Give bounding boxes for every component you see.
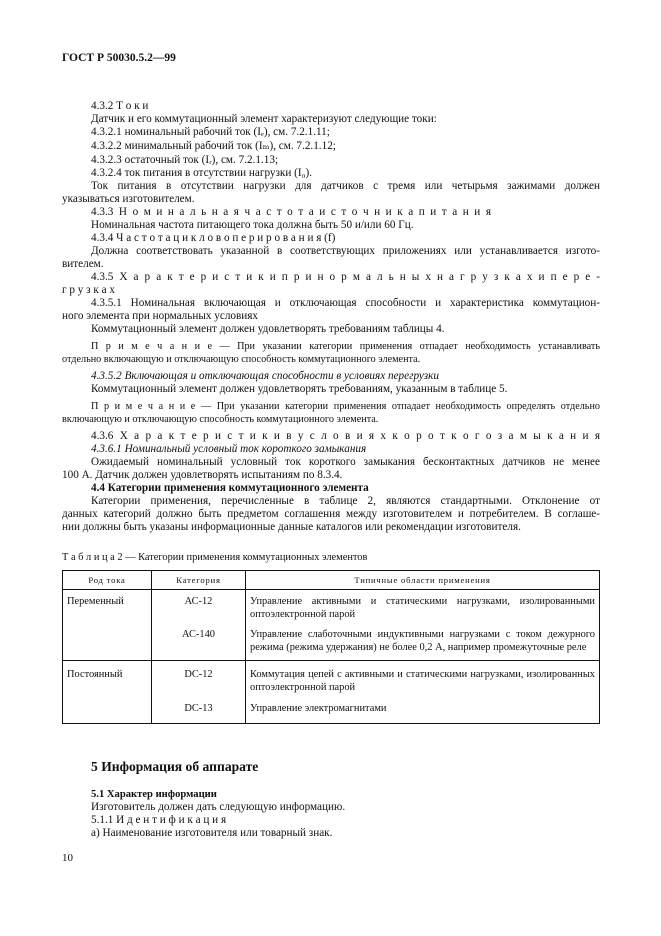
text-line: а) Наименование изготовителя или товарный знак. bbox=[91, 827, 333, 839]
text-line: нии должны быть указаны информационные данные каталогов или рекомендации изготовителя. bbox=[62, 521, 521, 533]
cell-area: Управление электромагнитами bbox=[246, 695, 600, 724]
text-line: Категории применения, перечисленные в таблице 2, являются стандартными. Отклонение от bbox=[91, 495, 600, 507]
text-line: Датчик и его коммутационный элемент характеризуют следующие токи: bbox=[91, 113, 437, 125]
text-line: 4.3.2.3 остаточный ток (Iᵣ), см. 7.2.1.13; bbox=[91, 154, 279, 166]
text-line: 4.3.5.1 Номинальная включающая и отключающая способности и характеристика коммутацион- bbox=[91, 297, 600, 309]
heading-4-3-4: 4.3.4 Ч а с т о т а ц и к л о в о п е р и р о в а н и я (f) bbox=[91, 232, 336, 244]
text-line: 4.3.2.2 минимальный рабочий ток (Iₘ), см. 7.2.1.12; bbox=[91, 140, 336, 152]
heading-4-3-2: 4.3.2 Т о к и bbox=[91, 100, 149, 112]
cell-kind: Постоянный bbox=[63, 661, 152, 695]
text-line: Должна соответствовать указанной в соответствующих приложениях или устанавливается изгото- bbox=[91, 245, 600, 257]
cell-kind bbox=[63, 621, 152, 661]
cell-kind: Переменный bbox=[63, 590, 152, 622]
text-line: ного элемента при нормальных условиях bbox=[62, 310, 259, 322]
cell-category: DC-13 bbox=[152, 695, 246, 724]
heading-4-3-5: 4.3.5 Х а р а к т е р и с т и к и п р и н о р м а л ь н ы х н а г р у з к а х и п е р е - bbox=[91, 271, 600, 283]
text-line: указываться изготовителем. bbox=[62, 193, 195, 205]
text-line: Коммутационный элемент должен удовлетворять требованиям таблицы 4. bbox=[91, 323, 445, 335]
note-line: П р и м е ч а н и е — При указании категории применения отпадает необходимость определять отдельно bbox=[91, 401, 600, 412]
table-caption: Т а б л и ц а 2 — Категории применения коммутационных элементов bbox=[62, 552, 368, 563]
text-line: Ток питания в отсутствии нагрузки для датчиков с тремя или четырьмя зажимами должен bbox=[91, 180, 600, 192]
text-line: 100 А. Датчик должен удовлетворять испытаниям по 8.3.4. bbox=[62, 469, 343, 481]
text-line: вителем. bbox=[62, 258, 104, 270]
cell-area: Управление слаботочными индуктивными нагрузками с током дежурного режима (режима удержания) не более 0,2 А, например промежуточные реле bbox=[246, 621, 600, 661]
heading-5-1-1: 5.1.1 И д е н т и ф и к а ц и я bbox=[91, 814, 227, 826]
text-line: 4.3.2.4 ток питания в отсутствии нагрузки (I₀). bbox=[91, 167, 313, 179]
cell-category: DC-12 bbox=[152, 661, 246, 695]
text-line: Ожидаемый номинальный условный ток короткого замыкания бесконтактных датчиков не менее bbox=[91, 456, 600, 468]
document-header: ГОСТ Р 50030.5.2—99 bbox=[62, 52, 176, 64]
note-line: включающую и отключающую способность коммутационного элемента. bbox=[62, 414, 379, 425]
cell-area: Коммутация цепей с активными и статическими нагрузками, изолированных оптоэлектронной парой bbox=[246, 661, 600, 695]
text-line: Номинальная частота питающего тока должна быть 50 и/или 60 Гц. bbox=[91, 219, 414, 231]
table-header: Род тока bbox=[63, 571, 152, 590]
heading-4-3-3: 4.3.3 Н о м и н а л ь н а я ч а с т о т а и с т о ч н и к а п и т а н и я bbox=[91, 206, 491, 218]
note-line: отдельно включающую и отключающую способность коммутационного элемента. bbox=[62, 354, 421, 365]
heading-4-4: 4.4 Категории применения коммутационного элемента bbox=[91, 482, 369, 494]
note-line: П р и м е ч а н и е — При указании категории применения отпадает необходимость устанавливать bbox=[91, 341, 600, 352]
text-line: Коммутационный элемент должен удовлетворять требованиям, указанным в таблице 5. bbox=[91, 383, 508, 395]
text-line: г р у з к а х bbox=[62, 284, 115, 296]
table-header: Типичные области применения bbox=[246, 571, 600, 590]
table-row bbox=[63, 695, 600, 724]
categories-table bbox=[62, 570, 600, 724]
cell-area: Управление активными и статическими нагрузками, изолированными оптоэлектронной парой bbox=[246, 590, 600, 622]
text-line: 4.3.5.2 Включающая и отключающая способности в условиях перегрузки bbox=[91, 370, 439, 382]
heading-4-3-6: 4.3.6 Х а р а к т е р и с т и к и в у с л о в и я х к о р о т к о г о з а м ы к а н и я bbox=[91, 430, 600, 442]
text-line: 4.3.2.1 номинальный рабочий ток (Iₑ), см. 7.2.1.11; bbox=[91, 126, 330, 138]
table-row bbox=[63, 590, 600, 622]
table-row bbox=[63, 661, 600, 695]
section-5-title: 5 Информация об аппарате bbox=[91, 759, 259, 774]
table-header: Категория bbox=[152, 571, 246, 590]
text-line: Изготовитель должен дать следующую информацию. bbox=[91, 801, 346, 813]
cell-category: АС-140 bbox=[152, 621, 246, 661]
cell-category: АС-12 bbox=[152, 590, 246, 622]
table-row bbox=[63, 621, 600, 661]
heading-5-1: 5.1 Характер информации bbox=[91, 789, 217, 800]
text-line: данных категорий должно быть предметом соглашения между изготовителем и потребителем. В соглаше- bbox=[62, 508, 600, 520]
page-number: 10 bbox=[62, 852, 73, 864]
text-line: 4.3.6.1 Номинальный условный ток короткого замыкания bbox=[91, 443, 367, 455]
cell-kind bbox=[63, 695, 152, 724]
